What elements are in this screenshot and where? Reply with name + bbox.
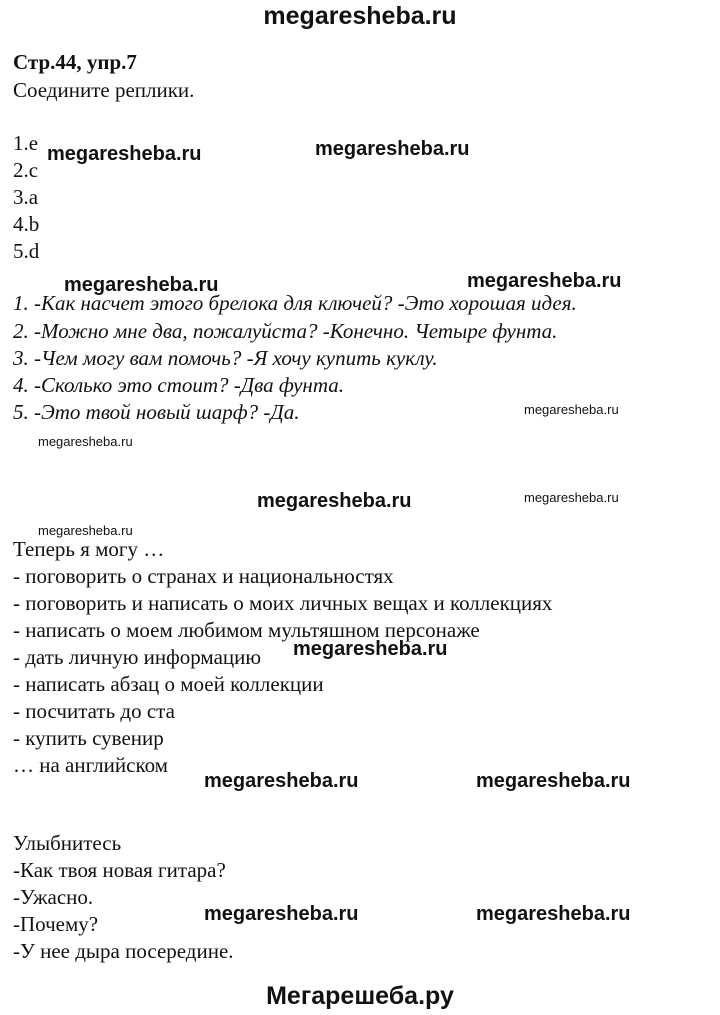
watermark: megaresheba.ru xyxy=(293,638,448,660)
skill-item: - купить сувенир xyxy=(13,726,164,750)
dialogue-line: 2. -Можно мне два, пожалуйста? -Конечно. Четыре фунта. xyxy=(13,319,558,343)
watermark: megaresheba.ru xyxy=(38,523,133,538)
watermark: megaresheba.ru xyxy=(524,402,619,417)
joke-title: Улыбнитесь xyxy=(13,831,122,855)
watermark: megaresheba.ru xyxy=(476,903,631,925)
answer-item: 3.a xyxy=(13,185,39,209)
joke-line: -Почему? xyxy=(13,912,99,936)
watermark: megaresheba.ru xyxy=(204,903,359,925)
dialogue-line: 3. -Чем могу вам помочь? -Я хочу купить куклу. xyxy=(13,346,438,370)
dialogue-line: 1. -Как насчет этого брелока для ключей? -Это хорошая идея. xyxy=(13,291,577,315)
skill-item: - посчитать до ста xyxy=(13,699,175,723)
watermark: megaresheba.ru xyxy=(257,490,412,512)
watermark: megaresheba.ru xyxy=(47,143,202,165)
skill-item: - поговорить и написать о моих личных вещах и коллекциях xyxy=(13,591,553,615)
watermark: megaresheba.ru xyxy=(467,270,622,292)
dialogue-line: 4. -Сколько это стоит? -Два фунта. xyxy=(13,373,344,397)
answer-item: 2.c xyxy=(13,158,39,182)
now-i-can-intro: Теперь я могу … xyxy=(13,537,165,561)
skill-item: - дать личную информацию xyxy=(13,645,262,669)
site-footer: Мегарешеба.ру xyxy=(266,982,454,1010)
site-header: megaresheba.ru xyxy=(263,2,457,30)
skill-item: - написать о моем любимом мультяшном персонаже xyxy=(13,618,480,642)
watermark: megaresheba.ru xyxy=(315,138,470,160)
watermark: megaresheba.ru xyxy=(204,770,359,792)
watermark: megaresheba.ru xyxy=(476,770,631,792)
exercise-instruction: Соедините реплики. xyxy=(13,78,195,102)
skill-item: - поговорить о странах и национальностях xyxy=(13,564,394,588)
joke-line: -Ужасно. xyxy=(13,885,94,909)
watermark: megaresheba.ru xyxy=(64,274,219,296)
answer-item: 5.d xyxy=(13,239,40,263)
answer-item: 1.e xyxy=(13,131,39,155)
watermark: megaresheba.ru xyxy=(524,490,619,505)
now-i-can-outro: … на английском xyxy=(13,753,168,777)
watermark: megaresheba.ru xyxy=(38,434,133,449)
exercise-title: Стр.44, упр.7 xyxy=(13,50,137,74)
joke-line: -Как твоя новая гитара? xyxy=(13,858,226,882)
joke-line: -У нее дыра посередине. xyxy=(13,939,234,963)
answer-item: 4.b xyxy=(13,212,40,236)
skill-item: - написать абзац о моей коллекции xyxy=(13,672,324,696)
dialogue-line: 5. -Это твой новый шарф? -Да. xyxy=(13,400,300,424)
